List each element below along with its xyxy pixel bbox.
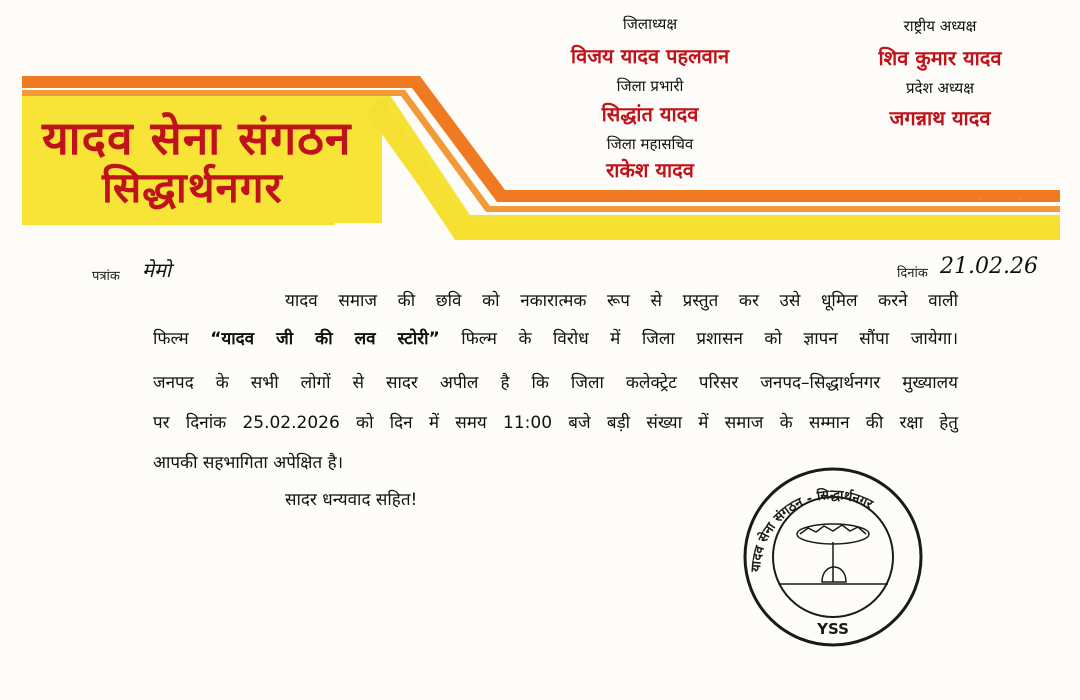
seal-ring-text: यादव सेना संगठन - सिद्धार्थनगर xyxy=(748,487,875,573)
tree-seal-icon xyxy=(780,524,888,584)
date-label: दिनांक xyxy=(897,266,928,281)
body-line: पर दिनांक 25.02.2026 को दिन में समय 11:00 बजे बड़ी संख्या में समाज के सम्मान की रक्षा हेतु xyxy=(153,413,958,433)
body-line: जनपद के सभी लोगों से सादर अपील है कि जिला कलेक्ट्रेट परिसर जनपद–सिद्धार्थनगर मुख्यालय xyxy=(153,373,958,393)
organization-seal xyxy=(738,462,928,652)
official-title: जिला प्रभारी xyxy=(616,77,684,95)
date-value: 21.02.26 xyxy=(940,254,1038,279)
official-title: जिला महासचिव xyxy=(606,135,694,153)
org-name-line2: सिद्धार्थनगर xyxy=(102,163,283,212)
official-title: राष्ट्रीय अध्यक्ष xyxy=(903,17,977,35)
body-line xyxy=(153,326,958,349)
official-title: जिलाध्यक्ष xyxy=(622,15,678,33)
film-title: “यादव जी की लव स्टोरी” xyxy=(210,329,440,349)
ref-label: पत्रांक xyxy=(92,269,120,284)
org-name-line1: यादव सेना संगठन xyxy=(42,111,352,165)
body-text: फिल्म के विरोध में जिला प्रशासन को ज्ञापन सौंपा जायेगा। xyxy=(439,329,959,349)
official-name: जगन्नाथ यादव xyxy=(889,106,991,130)
official-name: विजय यादव पहलवान xyxy=(570,44,730,68)
closing-text: सादर धन्यवाद सहित! xyxy=(285,490,418,510)
ref-value: मेमो xyxy=(142,258,172,282)
official-name: राकेश यादव xyxy=(606,158,694,182)
body-line: आपकी सहभागिता अपेक्षित है। xyxy=(153,453,344,473)
official-name: सिद्धांत यादव xyxy=(601,102,699,126)
official-name: शिव कुमार यादव xyxy=(878,46,1002,70)
body-line: यादव समाज की छवि को नकारात्मक रूप से प्रस्तुत कर उसे धूमिल करने वाली xyxy=(285,291,958,311)
seal-center-text: YSS xyxy=(817,620,849,638)
body-text: फिल्म xyxy=(153,329,211,349)
official-title: प्रदेश अध्यक्ष xyxy=(905,79,975,97)
